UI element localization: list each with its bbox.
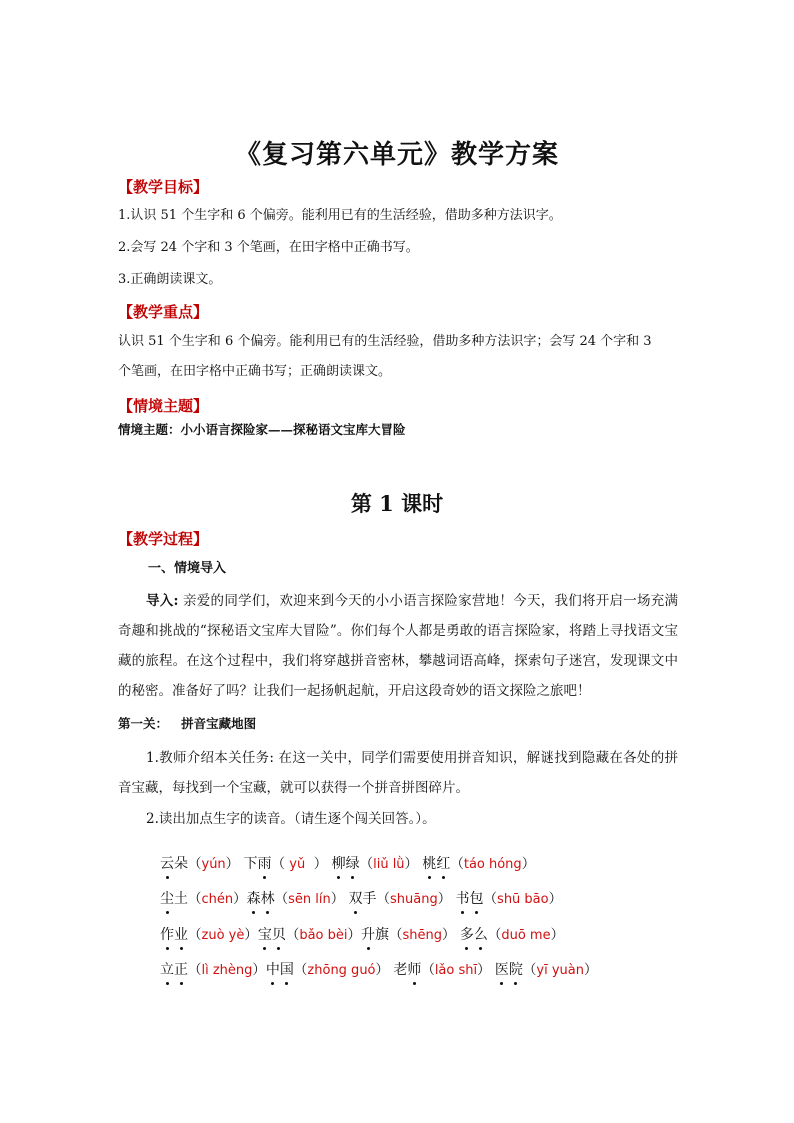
step-1-heading: 一、情境导入 bbox=[148, 561, 227, 576]
paren-close: ） bbox=[521, 856, 536, 872]
paren-open: （ bbox=[522, 962, 537, 978]
paren-close: ） bbox=[437, 891, 452, 907]
focus-line-1: 认识 51 个生字和 6 个偏旁。能利用已有的生活经验，借助多种方法识字；会写 24 个字和 3 bbox=[118, 334, 652, 349]
paren-open: （ bbox=[293, 962, 308, 978]
level-1-name: 拼音宝藏地图 bbox=[181, 716, 257, 731]
pinyin-answer: táo hóng bbox=[463, 857, 522, 872]
paren-open: （ bbox=[188, 856, 202, 872]
pinyin-answer: duō me bbox=[501, 928, 551, 943]
paren-open: （ bbox=[450, 856, 464, 872]
word-tao-hong: 桃红 bbox=[422, 853, 450, 873]
pinyin-answer: zhōng guó bbox=[307, 963, 376, 978]
word-chen-tu: 尘土 bbox=[160, 888, 188, 908]
word-liu-lv: 柳绿 bbox=[332, 853, 360, 873]
word-lao-shi: 老师 bbox=[393, 959, 421, 979]
goal-item-1: 1.认识 51 个生字和 6 个偏旁。能利用已有的生活经验，借助多种方法识字。 bbox=[118, 208, 562, 223]
paren-close: ） bbox=[225, 856, 240, 872]
focus-line-2: 个笔画，在田字格中正确书写；正确朗读课文。 bbox=[118, 364, 392, 379]
pinyin-row-3 bbox=[160, 923, 564, 944]
paren-close: ） bbox=[244, 927, 258, 943]
paren-close: ） bbox=[252, 962, 266, 978]
word-shu-bao: 书包 bbox=[456, 888, 484, 908]
document-title: 《复习第六单元》教学方案 bbox=[234, 140, 559, 170]
word-li-zheng: 立正 bbox=[160, 959, 188, 979]
theme-heading: 【情境主题】 bbox=[118, 397, 209, 415]
paren-open: （ bbox=[359, 856, 374, 872]
pinyin-answer: lì zhèng bbox=[201, 963, 253, 978]
task-1-text: 1.教师介绍本关任务: 在这一关中，同学们需要使用拼音知识，解谜找到隐藏在各处的拼音宝藏，每找到一个宝藏，就可以获得一个拼音拼图碎片。 bbox=[118, 750, 678, 796]
word-sheng-qi: 升旗 bbox=[361, 924, 389, 944]
paren-close: ） bbox=[233, 891, 247, 907]
paren-open: （ bbox=[376, 891, 391, 907]
pinyin-answer: yī yuàn bbox=[536, 963, 584, 978]
pinyin-answer: shēng bbox=[402, 928, 443, 943]
paren-close: ） bbox=[404, 856, 419, 872]
level-1-label: 第一关： bbox=[118, 716, 169, 731]
pinyin-answer: shū bāo bbox=[497, 892, 549, 907]
paren-open: （ bbox=[188, 891, 202, 907]
pinyin-row-1 bbox=[160, 852, 535, 873]
pinyin-answer: chén bbox=[201, 892, 234, 907]
process-heading: 【教学过程】 bbox=[118, 530, 209, 548]
paren-close: ） bbox=[347, 927, 362, 943]
intro-label: 导入: bbox=[146, 593, 179, 609]
pinyin-answer: shuāng bbox=[390, 892, 438, 907]
paren-open: （ bbox=[188, 962, 202, 978]
paren-open: （ bbox=[188, 927, 202, 943]
intro-text: 亲爱的同学们，欢迎来到今天的小小语言探险家营地！今天，我们将开启一场充满奇趣和挑战的“探秘语文宝库大冒险”。你们每个人都是勇敢的语言探险家，将踏上寻找语文宝藏的旅程。在这个过程中，我们将穿越拼音密林，攀越词语高峰，探索句子迷宫，发现课文中的秘密。准备好了吗？让我们一起扬帆起航，开启这段奇妙的语文探险之旅吧！ bbox=[118, 593, 678, 699]
pinyin-answer: yún bbox=[201, 857, 226, 872]
pinyin-answer: lǎo shī bbox=[434, 963, 478, 978]
word-zuo-ye: 作业 bbox=[160, 924, 188, 944]
intro-paragraph bbox=[118, 586, 678, 706]
paren-open: （ bbox=[274, 891, 289, 907]
paren-open: （ bbox=[271, 856, 285, 872]
word-bao-bei: 宝贝 bbox=[258, 924, 286, 944]
paren-open: （ bbox=[421, 962, 435, 978]
word-zhong-guo: 中国 bbox=[266, 959, 294, 979]
paren-open: （ bbox=[483, 891, 498, 907]
pinyin-answer: sēn lín bbox=[288, 892, 331, 907]
pinyin-row-2 bbox=[160, 887, 562, 908]
word-xia-yu: 下雨 bbox=[243, 853, 271, 873]
word-shuang-shou: 双手 bbox=[349, 888, 377, 908]
paren-open: （ bbox=[487, 927, 502, 943]
pinyin-answer: zuò yè bbox=[201, 928, 245, 943]
theme-text: 情境主题：小小语言探险家——探秘语文宝库大冒险 bbox=[118, 422, 406, 437]
goal-item-2: 2.会写 24 个字和 3 个笔画，在田字格中正确书写。 bbox=[118, 240, 419, 255]
paren-open: （ bbox=[285, 927, 300, 943]
level-1-heading bbox=[118, 717, 256, 731]
lesson-title: 第 1 课时 bbox=[350, 491, 444, 516]
word-sen-lin: 森林 bbox=[247, 888, 275, 908]
paren-close: ） bbox=[313, 856, 328, 872]
word-yi-yuan: 医院 bbox=[495, 959, 523, 979]
pinyin-answer: liǔ lǜ bbox=[373, 857, 405, 872]
focus-heading: 【教学重点】 bbox=[118, 303, 209, 321]
pinyin-answer: bǎo bèi bbox=[299, 928, 348, 943]
paren-close: ） bbox=[550, 927, 565, 943]
goals-heading: 【教学目标】 bbox=[118, 178, 209, 196]
paren-close: ） bbox=[375, 962, 390, 978]
paren-close: ） bbox=[583, 962, 598, 978]
pinyin-answer: yǔ bbox=[289, 857, 306, 872]
task-2-text: 2.读出加点生字的读音。（请生逐个闯关回答。）。 bbox=[146, 811, 436, 827]
paren-close: ） bbox=[548, 891, 563, 907]
paren-close: ） bbox=[442, 927, 456, 943]
word-yun-duo: 云朵 bbox=[160, 853, 188, 873]
paren-open: （ bbox=[389, 927, 403, 943]
pinyin-row-4 bbox=[160, 958, 597, 979]
word-duo-me: 多么 bbox=[460, 924, 488, 944]
paren-close: ） bbox=[330, 891, 345, 907]
paren-close: ） bbox=[477, 962, 491, 978]
goal-item-3: 3.正确朗读课文。 bbox=[118, 272, 222, 287]
